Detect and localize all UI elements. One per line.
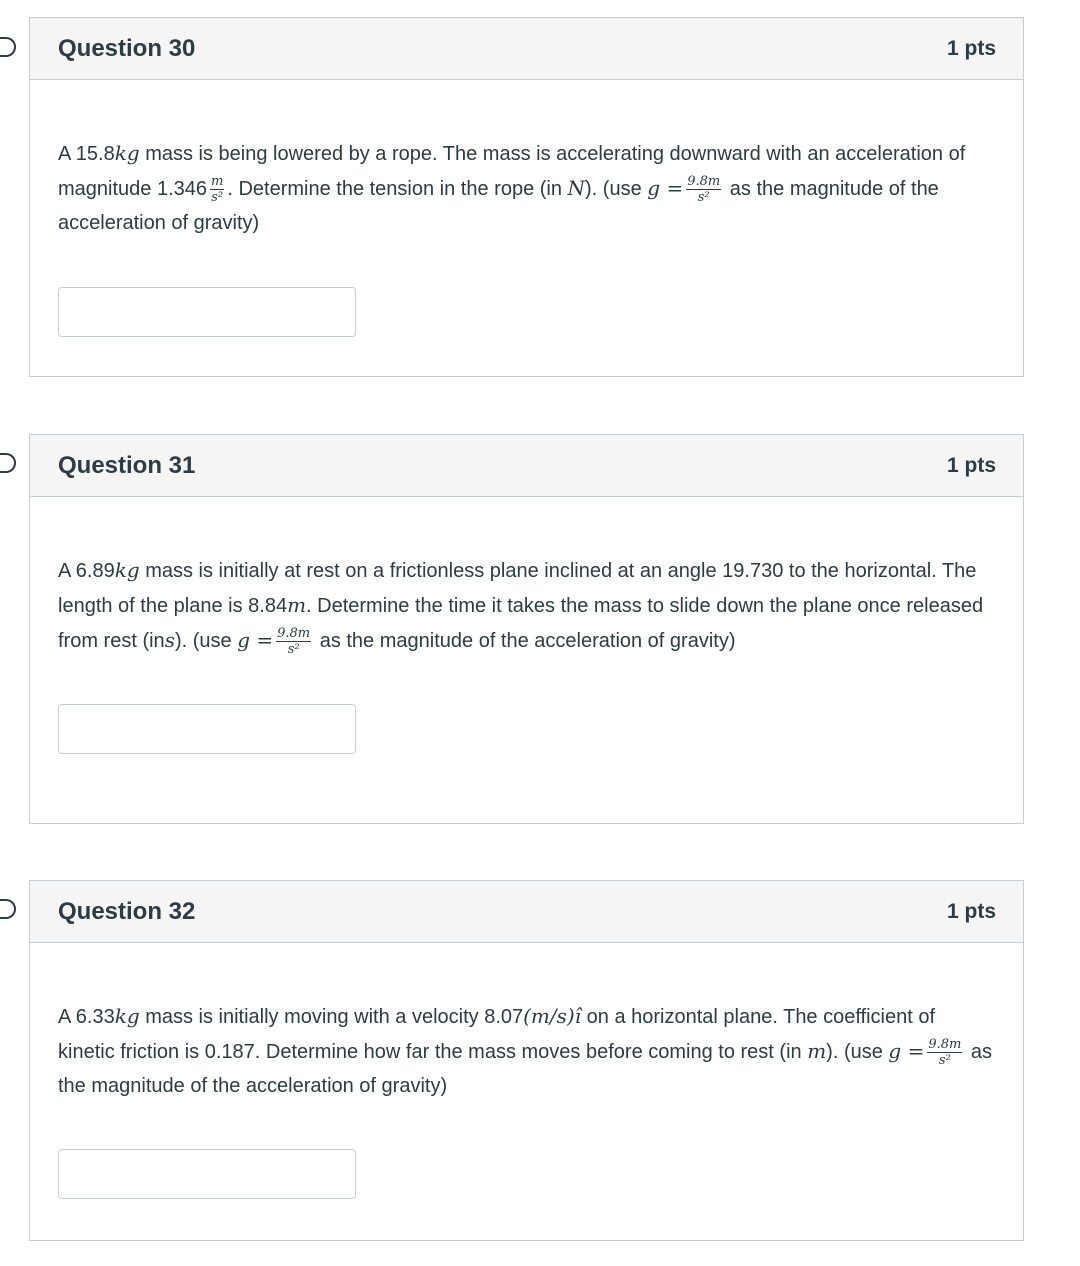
question-header — [30, 435, 1023, 497]
question-title: Question 32 — [58, 897, 196, 925]
flag-question-icon[interactable] — [0, 899, 16, 919]
question-text: A 6.89kg mass is initially at rest on a frictionless plane inclined at an angle 19.730 to the horizontal. The length of the plane is 8.84m. Determine the time it takes the mass to slide down the plane once released from rest (ins). (use g = $\frac{9.8m}{\text{s²}}$ as the magnitude of the acceleration of gravity) — [58, 558, 984, 658]
question-title: Question 31 — [58, 451, 196, 479]
question-points: 1 pts — [946, 36, 996, 60]
question-text: A 15.8kg mass is being lowered by a rope. The mass is accelerating downward with an acceleration of magnitude 1.346 $\frac{m}{\text{s²}}$ . Determine the tension in the rope (in N). (use g = $\frac{9.8m}{\text{s²}}$ as the magnitude of the acceleration of gravity) — [58, 141, 966, 234]
answer-input[interactable] — [58, 287, 356, 337]
question-32 — [29, 880, 1024, 1241]
question-header — [30, 881, 1023, 943]
answer-input[interactable] — [58, 704, 356, 754]
flag-question-icon[interactable] — [0, 37, 16, 57]
question-30 — [29, 17, 1024, 377]
question-text: A 6.33kg mass is initially moving with a velocity 8.07(m/s)î on a horizontal plane. The coefficient of kinetic friction is 0.187. Determine how far the mass moves before coming to rest (in m). (use g = $\frac{9.8m}{\text{s²}}$ as the magnitude of the acceleration of gravity) — [58, 1004, 993, 1097]
answer-input[interactable] — [58, 1149, 356, 1199]
question-title: Question 30 — [58, 34, 196, 62]
flag-question-icon[interactable] — [0, 453, 16, 473]
question-header — [30, 18, 1023, 80]
question-points: 1 pts — [946, 453, 996, 477]
question-31 — [29, 434, 1024, 824]
question-points: 1 pts — [946, 899, 996, 923]
